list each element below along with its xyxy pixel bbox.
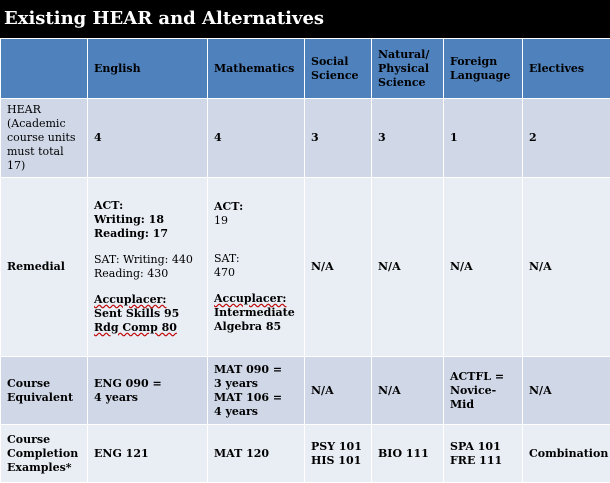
completion-social-line2: HIS 101 (311, 454, 365, 468)
equivalent-math-line3: MAT 106 = (214, 391, 298, 405)
english-accuplacer-label: Accuplacer: (94, 293, 166, 306)
equivalent-math-line1: MAT 090 = (214, 363, 298, 377)
hear-table (0, 38, 610, 483)
remedial-english (88, 178, 208, 357)
equivalent-electives: N/A (523, 357, 610, 425)
table-row-course-completion (1, 425, 610, 483)
hear-natural-science: 3 (372, 99, 444, 178)
column-header-electives: Electives (523, 39, 610, 99)
math-sat-label: SAT: (214, 252, 298, 266)
remedial-electives: N/A (523, 178, 610, 357)
header-corner-cell (1, 39, 88, 99)
completion-electives: Combination (523, 425, 610, 483)
english-act-writing: Writing: 18 (94, 213, 201, 227)
hear-mathematics: 4 (208, 99, 305, 178)
equivalent-natural-science: N/A (372, 357, 444, 425)
equivalent-mathematics (208, 357, 305, 425)
completion-foreign-line2: FRE 111 (450, 454, 516, 468)
equivalent-foreign-line1: ACTFL = (450, 370, 516, 384)
row-label-course-completion: Course Completion Examples* (1, 425, 88, 483)
column-header-natural-science: Natural/ Physical Science (372, 39, 444, 99)
completion-foreign-line1: SPA 101 (450, 440, 516, 454)
completion-social-science (305, 425, 372, 483)
math-accuplacer-value1: Intermediate (214, 306, 298, 320)
math-sat-value: 470 (214, 266, 298, 280)
completion-natural-science: BIO 111 (372, 425, 444, 483)
equivalent-english-line1: ENG 090 = (94, 377, 201, 391)
page-title: Existing HEAR and Alternatives (0, 0, 610, 38)
english-act-reading: Reading: 17 (94, 227, 201, 241)
hear-social-science: 3 (305, 99, 372, 178)
table-header-row (1, 39, 610, 99)
table-row-remedial (1, 178, 610, 357)
equivalent-math-line2: 3 years (214, 377, 298, 391)
math-accuplacer-label: Accuplacer: (214, 292, 286, 305)
equivalent-foreign-line2: Novice- (450, 384, 516, 398)
english-accuplacer-sent: Sent Skills 95 (94, 307, 201, 321)
remedial-foreign-language: N/A (444, 178, 523, 357)
equivalent-english (88, 357, 208, 425)
remedial-social-science: N/A (305, 178, 372, 357)
hear-foreign-language: 1 (444, 99, 523, 178)
equivalent-foreign-language (444, 357, 523, 425)
completion-social-line1: PSY 101 (311, 440, 365, 454)
equivalent-math-line4: 4 years (214, 405, 298, 419)
row-label-remedial: Remedial (1, 178, 88, 357)
math-act-label: ACT: (214, 200, 298, 214)
table-row-course-equivalent (1, 357, 610, 425)
row-label-course-equivalent: Course Equivalent (1, 357, 88, 425)
column-header-mathematics: Mathematics (208, 39, 305, 99)
math-act-value: 19 (214, 214, 298, 228)
completion-foreign-language (444, 425, 523, 483)
column-header-social-science: Social Science (305, 39, 372, 99)
remedial-natural-science: N/A (372, 178, 444, 357)
hear-english: 4 (88, 99, 208, 178)
english-act-label: ACT: (94, 199, 201, 213)
completion-english: ENG 121 (88, 425, 208, 483)
english-sat-reading: Reading: 430 (94, 267, 201, 281)
english-sat-writing: SAT: Writing: 440 (94, 253, 201, 267)
row-label-hear: HEAR (Academic course units must total 17) (1, 99, 88, 178)
column-header-english: English (88, 39, 208, 99)
math-accuplacer-value2: Algebra 85 (214, 320, 298, 334)
remedial-mathematics (208, 178, 305, 357)
column-header-foreign-language: Foreign Language (444, 39, 523, 99)
equivalent-social-science: N/A (305, 357, 372, 425)
equivalent-foreign-line3: Mid (450, 398, 516, 412)
hear-electives: 2 (523, 99, 610, 178)
english-accuplacer-rdg: Rdg Comp 80 (94, 321, 177, 334)
table-row-hear (1, 99, 610, 178)
completion-mathematics: MAT 120 (208, 425, 305, 483)
equivalent-english-line2: 4 years (94, 391, 201, 405)
